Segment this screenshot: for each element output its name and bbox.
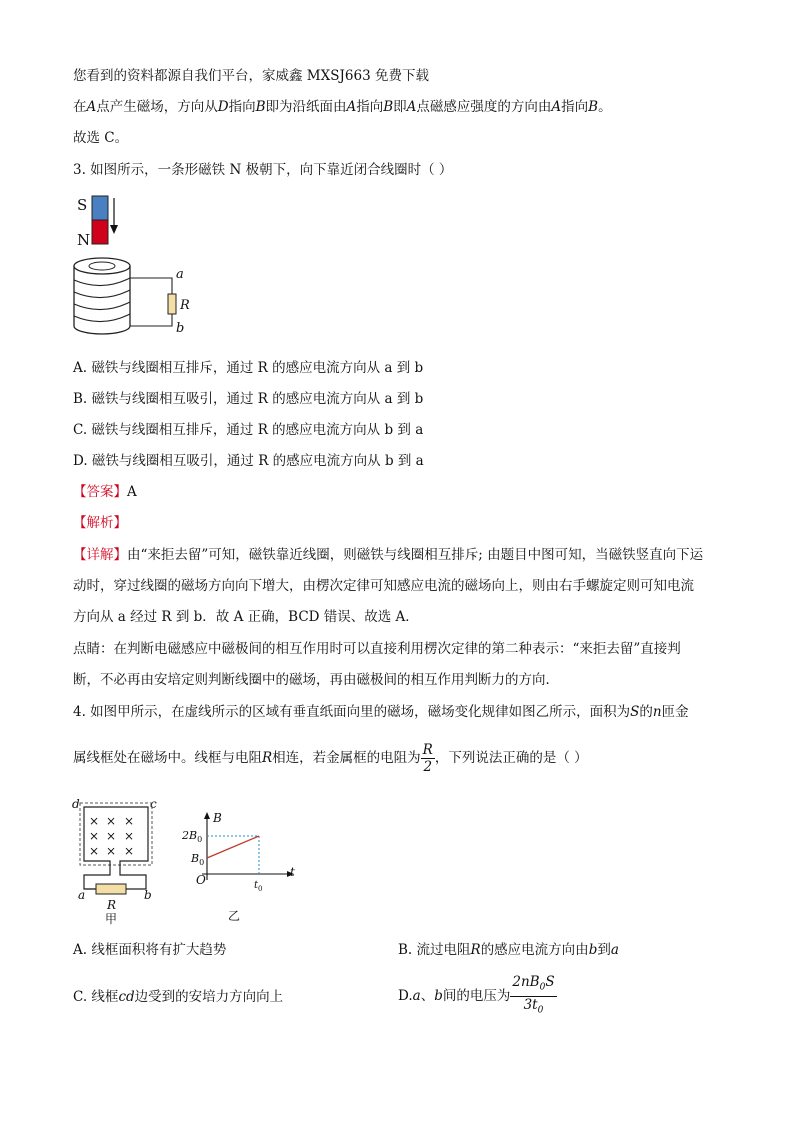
tick-t0: $t_0$ [254,880,263,893]
b-t-line [207,836,259,858]
terminal-a-label: a [78,888,86,902]
magnet-s-label: S [77,196,88,214]
cross-mark: × [106,829,117,843]
cross-mark: × [106,844,117,858]
caption-yi: 乙 [228,909,241,923]
tick-2b0: $2B_0$ [182,829,203,844]
q4-stem-line-2: 属线框处在磁场中。线框与电阻R相连，若金属框的电阻为 $\frac{R}{2}$ ，下列说法正确的是（ ） [73,742,588,775]
q3-option-c: C. 磁铁与线圈相互排斥，通过 R 的感应电流方向从 b 到 a [73,422,424,438]
magnet-s-pole [92,196,108,220]
q4-stem-line-1: 4. 如图甲所示，在虚线所示的区域有垂直纸面向里的磁场，磁场变化规律如图乙所示，面积为S的n匝金 [73,704,689,720]
magnet-n-pole [92,220,108,244]
origin-label: O [196,873,206,887]
resistor-r [168,294,176,314]
axis-t-label: t [290,865,295,879]
answer-value: A [127,484,137,500]
corner-d-label: d [72,797,80,811]
q3-option-d: D. 磁铁与线圈相互吸引，通过 R 的感应电流方向从 b 到 a [73,453,424,469]
detail-tag: 【详解】 [73,547,127,563]
q3-option-a: A. 磁铁与线圈相互排斥，通过 R 的感应电流方向从 a 到 b [73,360,424,376]
caption-jia: 甲 [105,912,118,926]
prev-choice-line: 故选 C。 [73,130,129,146]
q4-option-b: B. 流过电阻R的感应电流方向由b到a [398,942,619,958]
page-header: 您看到的资料都源自我们平台，家威鑫 MXSJ663 免费下载 [73,68,429,84]
tick-b0: $B_0$ [191,852,205,867]
analysis-tag: 【解析】 [73,515,127,531]
prev-explanation-line: 在A点产生磁场，方向从D指向B即为沿纸面由A指向B即A点磁感应强度的方向由A指向B。 [73,99,612,115]
cross-mark: × [89,814,100,828]
terminal-a-label: a [176,267,184,282]
q4-figure-yi [180,810,300,928]
q4-option-a: A. 线框面积将有扩大趋势 [73,942,227,958]
q3-tip-line-2: 断，不必再由安培定则判断线圈中的磁场，再由磁极间的相互作用判断力的方向． [73,672,559,688]
resistor-r [96,884,126,894]
q4-figure-jia [70,795,165,927]
q3-stem: 3. 如图所示，一条形磁铁 N 极朝下，向下靠近闭合线圈时（ ） [73,162,453,178]
cross-mark: × [89,829,100,843]
corner-c-label: c [150,797,157,811]
cross-mark: × [89,844,100,858]
cross-mark: × [124,844,135,858]
q3-detail-line-1: 【详解】由“来拒去留”可知，磁铁靠近线圈，则磁铁与线圈相互排斥; 由题目中图可知，当磁铁竖直向下运 [73,547,704,563]
resistor-r-label: R [180,298,190,313]
cross-mark: × [124,829,135,843]
q4-option-d: D.a、b间的电压为 $\frac{2nB_0S}{3t_0}$ [398,972,557,1020]
cross-mark: × [124,814,135,828]
q3-tip-line-1: 点睛：在判断电磁感应中磁极间的相互作用时可以直接利用楞次定律的第二种表示：“来拒去留”直接判 [73,641,681,657]
q3-option-b: B. 磁铁与线圈相互吸引，通过 R 的感应电流方向从 a 到 b [73,391,424,407]
q3-figure [68,192,198,342]
terminal-b-label: b [176,321,185,336]
fraction-r-over-2: $\frac{R}{2}$ [422,742,433,775]
fraction-voltage: $\frac{2nB_0S}{3t_0}$ [512,974,555,1016]
cross-mark: × [106,814,117,828]
terminal-b-label: b [144,888,152,902]
resistor-r-label: R [107,898,117,912]
answer-tag: 【答案】 [73,484,127,500]
q4-option-c: C. 线框cd边受到的安培力方向向上 [73,989,284,1005]
q3-detail-line-3: 方向从 a 经过 R 到 b．故 A 正确，BCD 错误、故选 A． [73,609,419,625]
magnet-n-label: N [77,231,91,249]
q3-detail-line-2: 动时，穿过线圈的磁场方向向下增大，由楞次定律可知感应电流的磁场向上，则由右手螺旋定则可知电流 [73,578,694,594]
q3-answer [73,482,137,502]
coil-body [74,266,130,334]
axis-b-label: B [213,811,222,825]
